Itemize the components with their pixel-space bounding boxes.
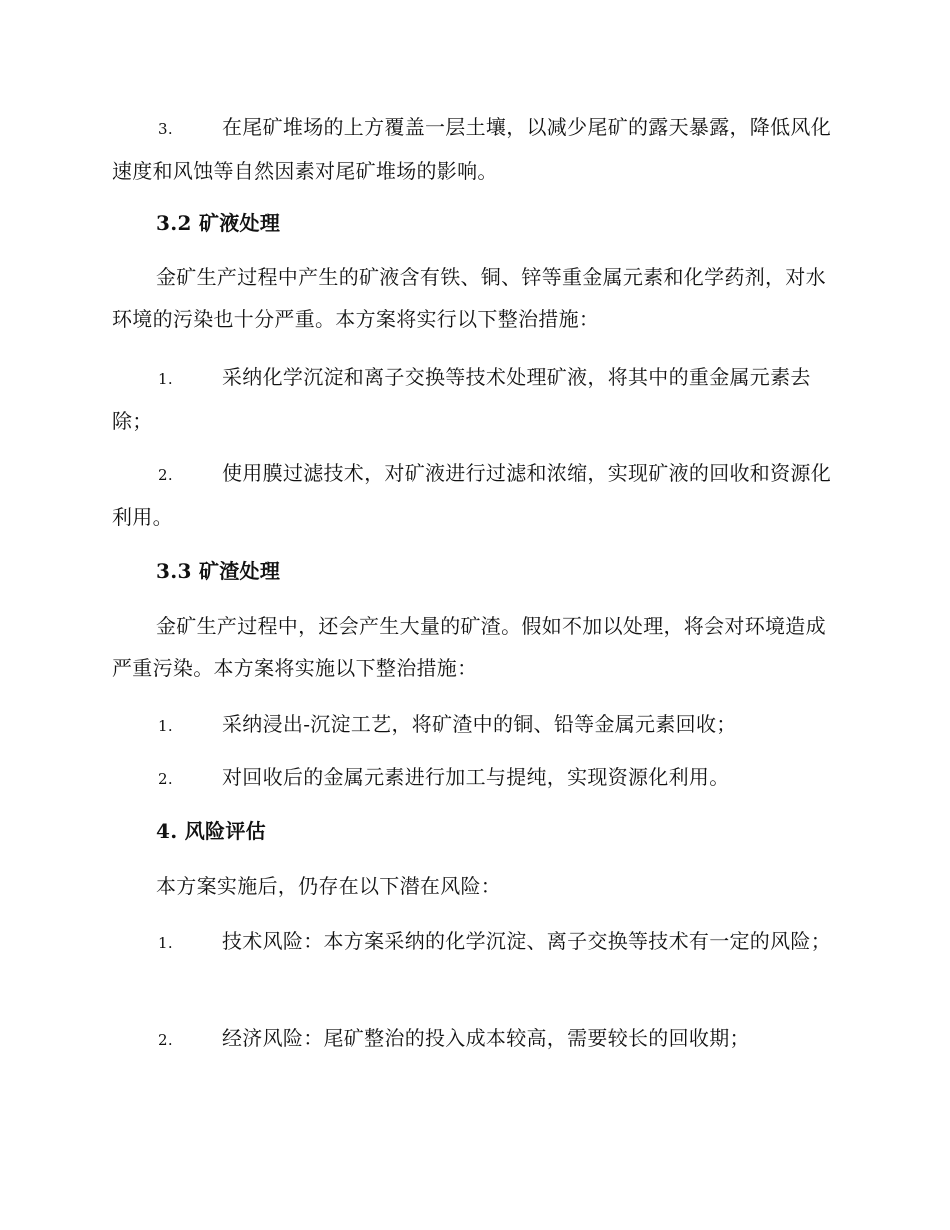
- list-number: 1.: [158, 717, 173, 735]
- list-text: 使用膜过滤技术，对矿液进行过滤和浓缩，实现矿液的回收和资源化利用。: [112, 461, 831, 529]
- list-item-1: [112, 920, 834, 964]
- list-number: 3.: [158, 120, 173, 138]
- section-heading-4: 4. 风险评估: [156, 819, 266, 843]
- paragraph-ore-liquid: 金矿生产过程中产生的矿液含有铁、铜、锌等重金属元素和化学药剂，对水环境的污染也十分严重。本方案将实行以下整治措施：: [112, 265, 826, 331]
- list-item-1: [112, 356, 834, 442]
- list-number: 2.: [158, 1031, 173, 1049]
- list-text: 技术风险：本方案采纳的化学沉淀、离子交换等技术有一定的风险；: [222, 929, 831, 953]
- list-text: 经济风险：尾矿整治的投入成本较高，需要较长的回收期；: [222, 1026, 750, 1050]
- list-item-2: [112, 452, 834, 538]
- list-item-2: [112, 1017, 834, 1061]
- list-item-3: [112, 106, 834, 192]
- list-text: 采纳化学沉淀和离子交换等技术处理矿液，将其中的重金属元素去除；: [112, 365, 811, 433]
- list-number: 2.: [158, 466, 173, 484]
- paragraph-risk: 本方案实施后，仍存在以下潜在风险：: [156, 874, 502, 898]
- list-text: 采纳浸出-沉淀工艺，将矿渣中的铜、铅等金属元素回收；: [222, 712, 737, 736]
- list-item-2: [112, 756, 834, 800]
- paragraph-slag: 金矿生产过程中，还会产生大量的矿渣。假如不加以处理，将会对环境造成严重污染。本方案将实施以下整治措施：: [112, 614, 826, 680]
- list-number: 2.: [158, 770, 173, 788]
- list-number: 1.: [158, 370, 173, 388]
- section-heading-3-2: 3.2 矿液处理: [156, 211, 281, 235]
- section-heading-3-3: 3.3 矿渣处理: [156, 559, 281, 583]
- list-text: 在尾矿堆场的上方覆盖一层土壤，以减少尾矿的露天暴露，降低风化速度和风蚀等自然因素对尾矿堆场的影响。: [112, 115, 831, 183]
- list-number: 1.: [158, 934, 173, 952]
- list-item-1: [112, 703, 834, 747]
- list-text: 对回收后的金属元素进行加工与提纯，实现资源化利用。: [222, 765, 730, 789]
